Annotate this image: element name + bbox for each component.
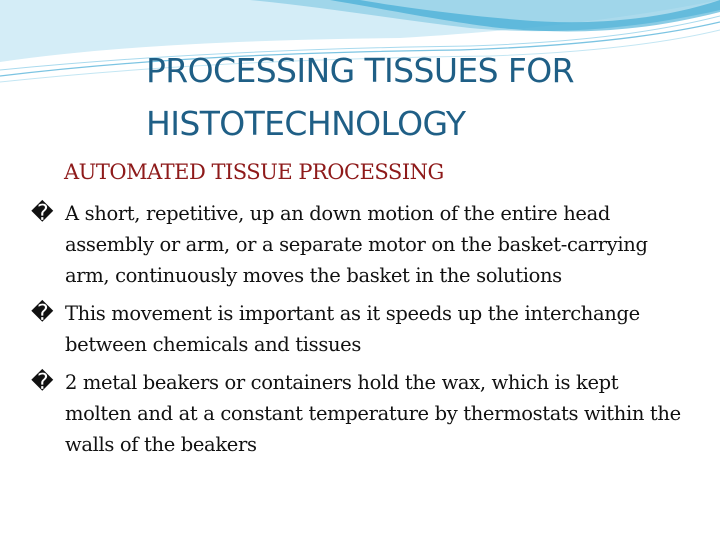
- bullet-item: [30, 367, 690, 460]
- bullet-marker-glyph: �: [31, 301, 54, 326]
- bullet-text: A short, repetitive, up an down motion of the entire head assembly or arm, or a separate motor on the basket-carrying arm, continuously moves the basket in the solutions: [65, 202, 648, 287]
- bullet-text: 2 metal beakers or containers hold the wax, which is kept molten and at a constant temperature by thermostats within the walls of the beakers: [65, 371, 681, 456]
- bullet-marker-glyph: �: [31, 201, 54, 226]
- bullet-marker-glyph: �: [31, 370, 54, 395]
- bullet-item: [30, 298, 690, 360]
- bullet-list: [30, 198, 690, 467]
- bullet-item: [30, 198, 690, 291]
- slide-title: PROCESSING TISSUES FOR HISTOTECHNOLOGY: [146, 51, 574, 143]
- slide-subtitle: AUTOMATED TISSUE PROCESSING: [64, 160, 444, 184]
- bullet-text: This movement is important as it speeds up the interchange between chemicals and tissues: [65, 302, 640, 356]
